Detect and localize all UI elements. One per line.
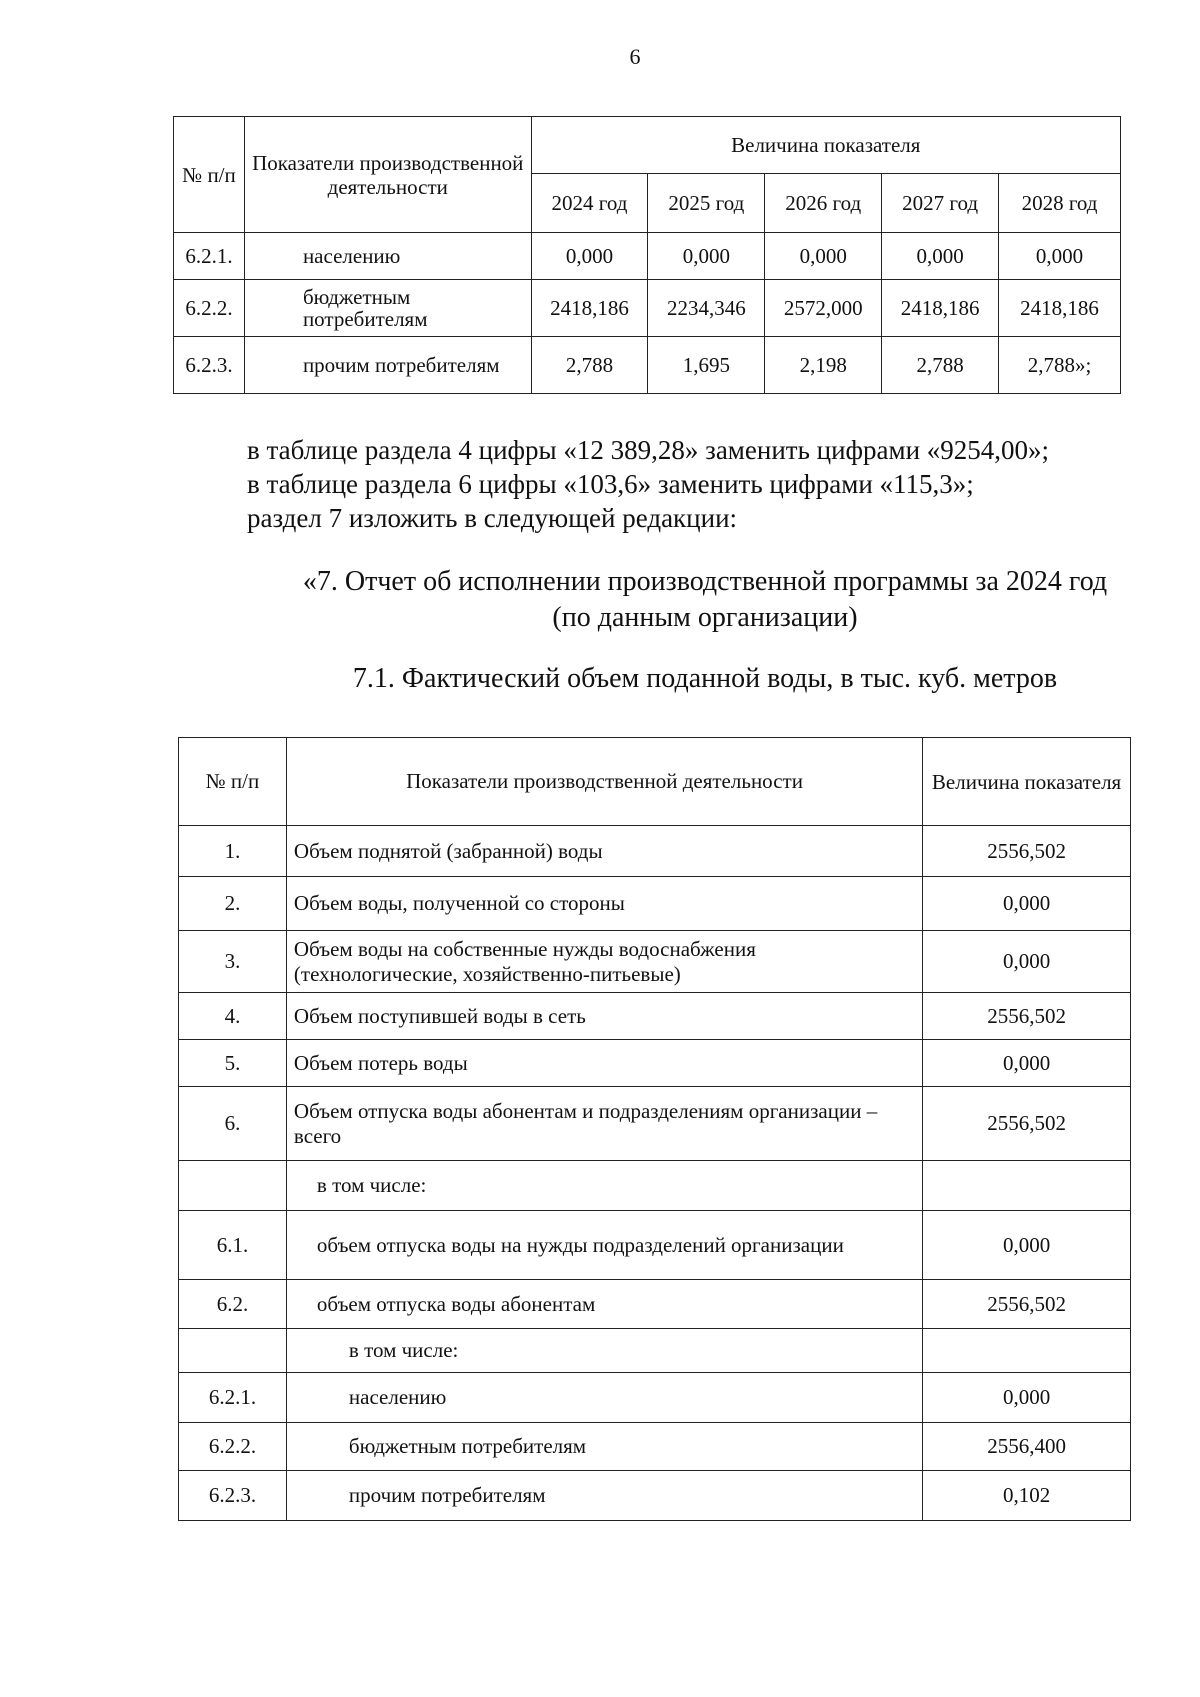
col-num-header: № п/п bbox=[179, 738, 287, 826]
row-value: 0,000 bbox=[923, 877, 1131, 931]
row-number: 6.2.2. bbox=[179, 1423, 287, 1471]
row-number: 6.2.2. bbox=[174, 280, 245, 337]
table-row bbox=[179, 1040, 1131, 1087]
table-row bbox=[179, 877, 1131, 931]
row-value: 0,000 bbox=[923, 1373, 1131, 1423]
indicators-by-year-table bbox=[173, 116, 1121, 394]
amendment-paragraph: раздел 7 изложить в следующей редакции: bbox=[247, 503, 738, 533]
row-value: 2556,502 bbox=[923, 826, 1131, 877]
row-value: 2,198 bbox=[765, 337, 882, 394]
row-value: 0,000 bbox=[882, 233, 999, 280]
row-value: 2418,186 bbox=[882, 280, 999, 337]
table-row bbox=[179, 1161, 1131, 1211]
row-value: 0,000 bbox=[999, 233, 1121, 280]
row-value: 0,000 bbox=[765, 233, 882, 280]
row-number: 6.1. bbox=[179, 1211, 287, 1280]
row-value: 0,102 bbox=[923, 1471, 1131, 1521]
row-label: населению bbox=[244, 233, 531, 280]
col-value-header: Величина показателя bbox=[923, 738, 1131, 826]
row-number: 1. bbox=[179, 826, 287, 877]
table-row bbox=[179, 1329, 1131, 1373]
row-value: 0,000 bbox=[923, 1211, 1131, 1280]
table-row bbox=[179, 826, 1131, 877]
year-header: 2028 год bbox=[999, 174, 1121, 233]
year-header: 2024 год bbox=[531, 174, 648, 233]
year-header: 2027 год bbox=[882, 174, 999, 233]
row-number: 5. bbox=[179, 1040, 287, 1087]
row-number: 6.2. bbox=[179, 1280, 287, 1329]
table-row bbox=[174, 280, 1121, 337]
row-number: 6.2.3. bbox=[179, 1471, 287, 1521]
col-value-header: Величина показателя bbox=[531, 117, 1120, 174]
row-value: 0,000 bbox=[648, 233, 765, 280]
row-number: 3. bbox=[179, 931, 287, 993]
amendment-paragraph: в таблице раздела 6 цифры «103,6» заменить цифрами «115,3»; bbox=[247, 469, 974, 499]
table-row bbox=[179, 1373, 1131, 1423]
subsection-title: 7.1. Фактический объем поданной воды, в тыс. куб. метров bbox=[352, 663, 1058, 694]
row-number: 6. bbox=[179, 1087, 287, 1161]
row-label: объем отпуска воды абонентам bbox=[286, 1280, 922, 1329]
row-value bbox=[923, 1329, 1131, 1373]
row-label: Объем отпуска воды абонентам и подразделениям организации – всего bbox=[286, 1087, 922, 1161]
row-label: населению bbox=[286, 1373, 922, 1423]
table-row bbox=[179, 1087, 1131, 1161]
table-row bbox=[179, 931, 1131, 993]
col-num-header: № п/п bbox=[174, 117, 245, 233]
row-number bbox=[179, 1329, 287, 1373]
row-label: в том числе: bbox=[286, 1161, 922, 1211]
row-number: 6.2.3. bbox=[174, 337, 245, 394]
section-subtitle: (по данным организации) bbox=[552, 602, 858, 633]
row-value: 2,788»; bbox=[999, 337, 1121, 394]
row-number: 2. bbox=[179, 877, 287, 931]
water-supply-table bbox=[178, 737, 1131, 1521]
table-row bbox=[179, 993, 1131, 1040]
row-value: 2418,186 bbox=[531, 280, 648, 337]
row-number: 6.2.1. bbox=[179, 1373, 287, 1423]
table-row bbox=[174, 233, 1121, 280]
col-indicator-header: Показатели производственной деятельности bbox=[286, 738, 922, 826]
row-value bbox=[923, 1161, 1131, 1211]
row-value: 2,788 bbox=[882, 337, 999, 394]
row-value: 2234,346 bbox=[648, 280, 765, 337]
col-indicator-header: Показатели производственной деятельности bbox=[244, 117, 531, 233]
year-header: 2026 год bbox=[765, 174, 882, 233]
table-row bbox=[179, 1471, 1131, 1521]
row-value: 2418,186 bbox=[999, 280, 1121, 337]
row-value: 0,000 bbox=[531, 233, 648, 280]
row-value: 2556,502 bbox=[923, 993, 1131, 1040]
section-title: «7. Отчет об исполнении производственной программы за 2024 год bbox=[302, 566, 1108, 597]
row-label: Объем потерь воды bbox=[286, 1040, 922, 1087]
row-label: объем отпуска воды на нужды подразделений организации bbox=[286, 1211, 922, 1280]
row-label: бюджетным потребителям bbox=[244, 280, 531, 337]
year-header: 2025 год bbox=[648, 174, 765, 233]
row-value: 2572,000 bbox=[765, 280, 882, 337]
page-number: 6 bbox=[629, 44, 641, 69]
table-row bbox=[179, 1211, 1131, 1280]
row-label: Объем воды на собственные нужды водоснабжения (технологические, хозяйственно-питьевые) bbox=[286, 931, 922, 993]
row-value: 2,788 bbox=[531, 337, 648, 394]
row-number: 6.2.1. bbox=[174, 233, 245, 280]
row-label: Объем поднятой (забранной) воды bbox=[286, 826, 922, 877]
row-label: Объем воды, полученной со стороны bbox=[286, 877, 922, 931]
table-row bbox=[174, 337, 1121, 394]
table-row bbox=[179, 1280, 1131, 1329]
row-value: 1,695 bbox=[648, 337, 765, 394]
row-value: 0,000 bbox=[923, 931, 1131, 993]
row-value: 0,000 bbox=[923, 1040, 1131, 1087]
row-label: бюджетным потребителям bbox=[286, 1423, 922, 1471]
row-value: 2556,400 bbox=[923, 1423, 1131, 1471]
row-number: 4. bbox=[179, 993, 287, 1040]
row-label: Объем поступившей воды в сеть bbox=[286, 993, 922, 1040]
row-value: 2556,502 bbox=[923, 1087, 1131, 1161]
row-label: прочим потребителям bbox=[286, 1471, 922, 1521]
table-row bbox=[179, 1423, 1131, 1471]
row-number bbox=[179, 1161, 287, 1211]
amendment-paragraph: в таблице раздела 4 цифры «12 389,28» заменить цифрами «9254,00»; bbox=[247, 435, 1050, 465]
row-label: прочим потребителям bbox=[244, 337, 531, 394]
row-label: в том числе: bbox=[286, 1329, 922, 1373]
row-value: 2556,502 bbox=[923, 1280, 1131, 1329]
